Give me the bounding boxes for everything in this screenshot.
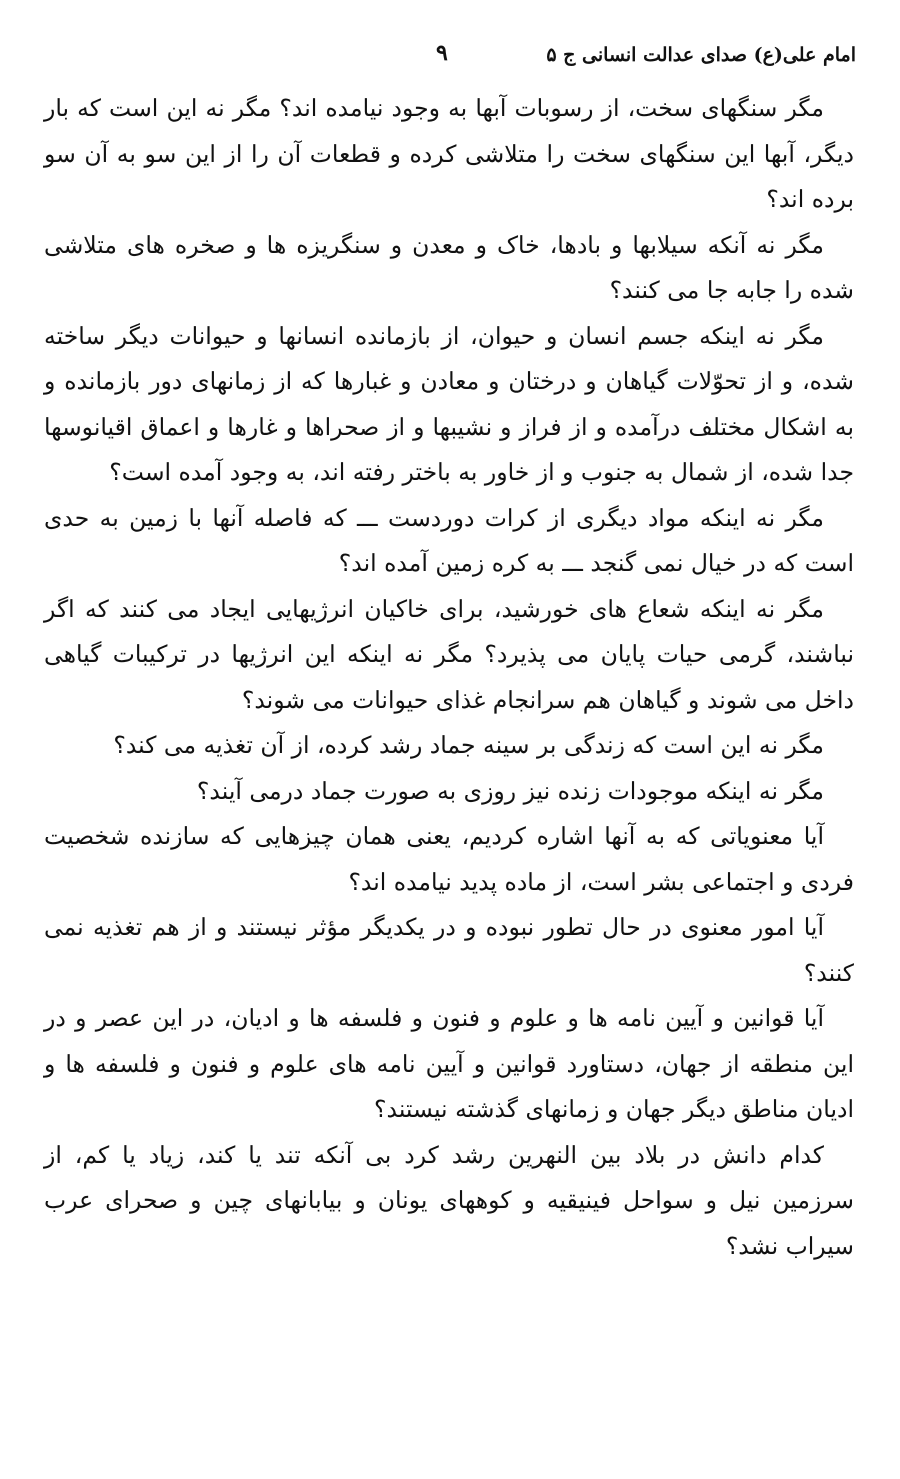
paragraph: آیا معنویاتی که به آنها اشاره کردیم، یعنی همان چیزهایی که سازنده شخصیت فردی و اجتماعی بشر است، از ماده پدید نیامده اند؟: [44, 822, 854, 896]
page-header: [46, 40, 856, 76]
body-text: [44, 86, 854, 1269]
paragraph: آیا قوانین و آیین نامه ها و علوم و فنون و فلسفه ها و ادیان، در این عصر و در این منطقه از جهان، دستاورد قوانین و آیین نامه های علوم و فنون و فلسفه ها و ادیان مناطق دیگر جهان و زمانهای گذشته نیستند؟: [44, 1004, 854, 1123]
paragraph: مگر نه اینکه موجودات زنده نیز روزی به صورت جماد درمی آیند؟: [196, 776, 824, 805]
paragraph: مگر نه اینکه شعاع های خورشید، برای خاکیان انرژیهایی ایجاد می کنند که اگر نباشند، گرمی حیات پایان می پذیرد؟ مگر نه اینکه این انرژیها در ترکیبات گیاهی داخل می شوند و گیاهان هم سرانجام غذای حیوانات می شوند؟: [44, 594, 854, 714]
page-number: ۹: [436, 40, 448, 66]
paragraph: مگر نه این است که زندگی بر سینه جماد رشد کرده، از آن تغذیه می کند؟: [113, 731, 824, 759]
paragraph: مگر سنگهای سخت، از رسوبات آبها به وجود نیامده اند؟ مگر نه این است که بار دیگر، آبها این سنگهای سخت را متلاشی کرده و قطعات آن را از این سو به آن سو برده اند؟: [44, 94, 854, 213]
paragraph: مگر نه آنکه سیلابها و بادها، خاک و معدن و سنگریزه ها و صخره های متلاشی شده را جابه جا می کنند؟: [44, 230, 854, 304]
running-title: امام علی(ع) صدای عدالت انسانی ج ۵: [546, 44, 856, 66]
paragraph: مگر نه اینکه جسم انسان و حیوان، از بازمانده انسانها و حیوانات دیگر ساخته شده، و از تحوّلات گیاهان و درختان و معادن و غبارها که از زمانهای دور بازمانده و به اشکال مختلف درآمده و از فراز و نشیبها و از صحراها و غارها و اعماق اقیانوسها جدا شده، از شمال به جنوب و از خاور به باختر رفته اند، به وجود آمده است؟: [44, 321, 854, 486]
paragraph: مگر نه اینکه مواد دیگری از کرات دوردست ـــ که فاصله آنها با زمین به حدی است که در خیال نمی گنجد ـــ به کره زمین آمده اند؟: [44, 503, 854, 577]
paragraph: آیا امور معنوی در حال تطور نبوده و در یکدیگر مؤثر نیستند و از هم تغذیه نمی کنند؟: [44, 913, 854, 987]
paragraph: کدام دانش در بلاد بین النهرین رشد کرد بی آنکه تند یا کند، زیاد یا کم، از سرزمین نیل و سواحل فینیقیه و کوههای یونان و بیابانهای چین و صحرای عرب سیراب نشد؟: [44, 1140, 854, 1260]
